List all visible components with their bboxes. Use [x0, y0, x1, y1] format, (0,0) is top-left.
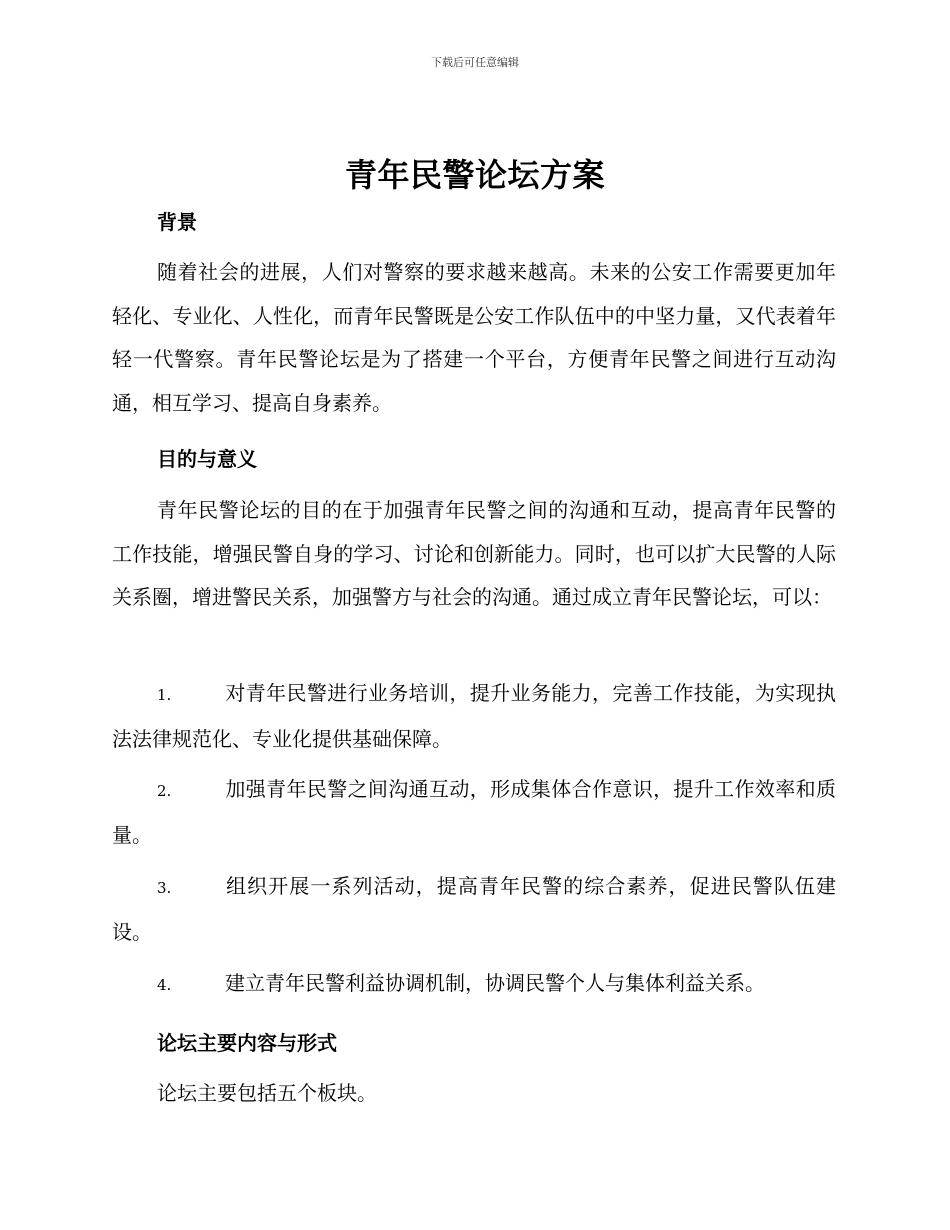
list-item-4 [112, 962, 836, 1008]
list-item-text: 加强青年民警之间沟通互动，形成集体合作意识，提升工作效率和质量。 [112, 777, 836, 847]
heading-content: 论坛主要内容与形式 [157, 1031, 337, 1055]
list-item-text: 对青年民警进行业务培训，提升业务能力，完善工作技能，为实现执法法律规范化、专业化提供基础保障。 [112, 681, 836, 751]
list-number: 1. [157, 686, 172, 704]
heading-background: 背景 [157, 210, 197, 234]
paragraph-background: 随着社会的进展，人们对警察的要求越来越高。未来的公安工作需要更加年轻化、专业化、人性化，而青年民警既是公安工作队伍中的中坚力量，又代表着年轻一代警察。青年民警论坛是为了搭建一个平台，方便青年民警之间进行互动沟通，相互学习、提高自身素养。 [112, 260, 836, 415]
list-item-text: 组织开展一系列活动，提高青年民警的综合素养，促进民警队伍建设。 [112, 874, 836, 944]
list-item-2 [112, 768, 836, 857]
list-item-3 [112, 865, 836, 954]
header-note: 下载后可任意编辑 [431, 56, 519, 69]
heading-purpose: 目的与意义 [157, 447, 257, 471]
paragraph-purpose: 青年民警论坛的目的在于加强青年民警之间的沟通和互动，提高青年民警的工作技能，增强民警自身的学习、讨论和创新能力。同时，也可以扩大民警的人际关系圈，增进警民关系，加强警方与社会的沟通。通过成立青年民警论坛，可以： [112, 498, 836, 609]
paragraph-content: 论坛主要包括五个板块。 [157, 1081, 377, 1105]
list-number: 4. [157, 976, 172, 994]
list-number: 3. [157, 879, 172, 897]
list-number: 2. [157, 782, 172, 800]
list-item-text: 建立青年民警利益协调机制，协调民警个人与集体利益关系。 [225, 971, 765, 995]
list-item-1 [112, 672, 836, 761]
document-title: 青年民警论坛方案 [344, 156, 605, 194]
